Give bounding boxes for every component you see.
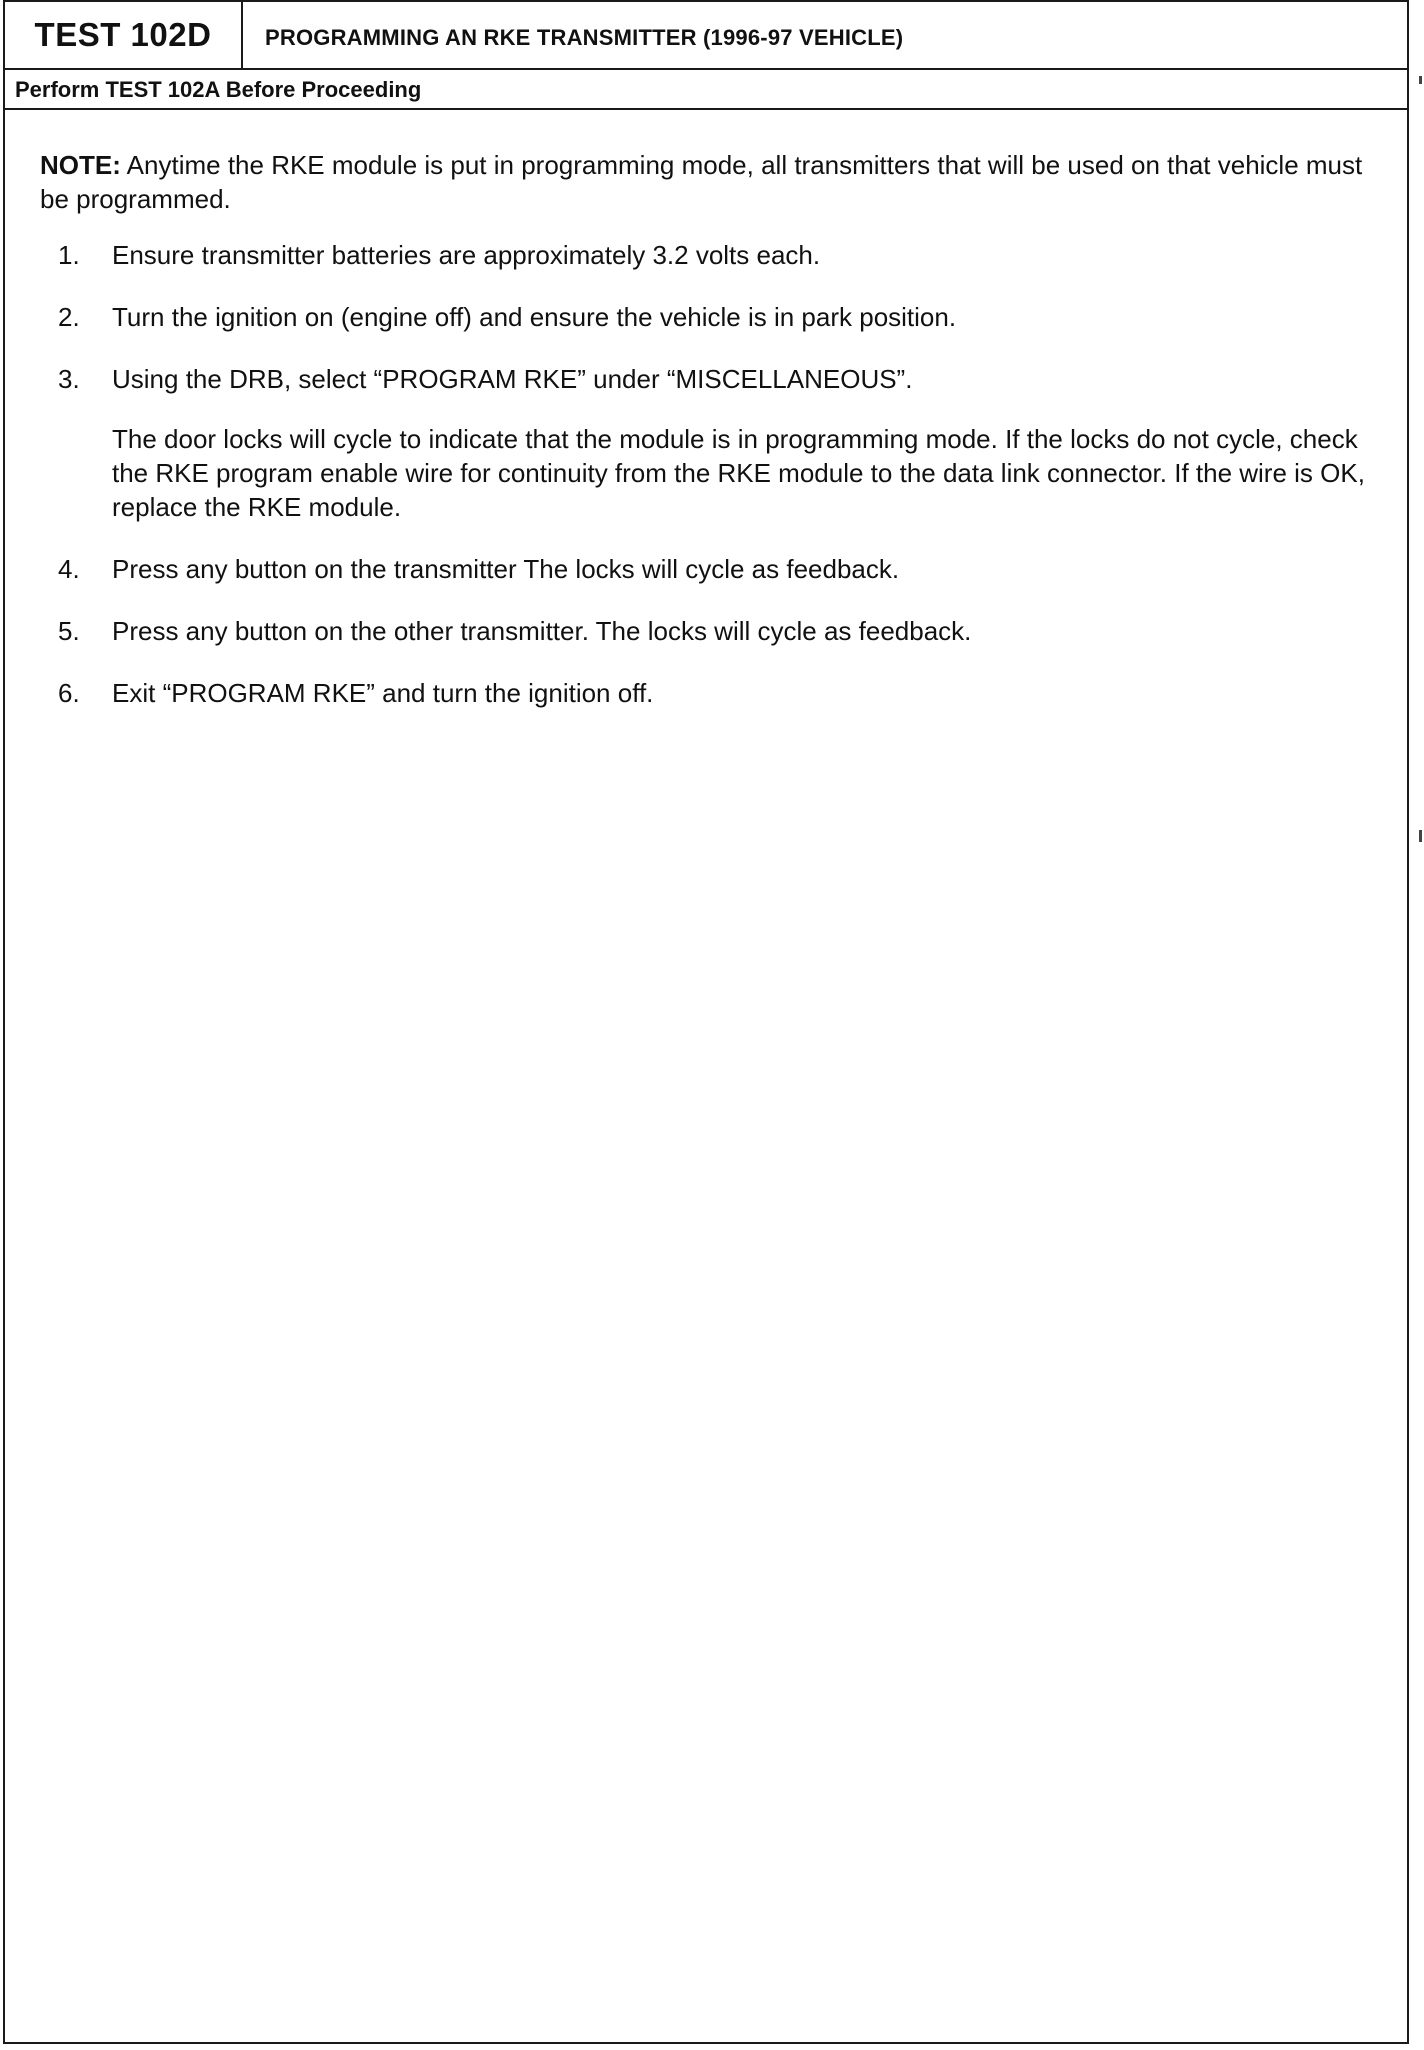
step-text: Using the DRB, select “PROGRAM RKE” under “MISCELLANEOUS”. [112, 364, 913, 394]
note-label: NOTE: [40, 150, 121, 180]
scan-edge-mark [1419, 830, 1422, 842]
step-number: 2. [58, 302, 80, 332]
step-item [40, 300, 1380, 334]
step-number: 5. [58, 616, 80, 646]
step-number: 3. [58, 364, 80, 394]
step-item [40, 676, 1380, 710]
procedure-content [40, 148, 1380, 738]
step-detail: The door locks will cycle to indicate that the module is in programming mode. If the locks do not cycle, check the RKE program enable wire for continuity from the RKE module to the data link connector. If the wire is OK, replace the RKE module. [112, 424, 1365, 522]
step-item [40, 362, 1380, 524]
step-text: Turn the ignition on (engine off) and ensure the vehicle is in park position. [112, 302, 957, 332]
step-number: 1. [58, 240, 80, 270]
step-text: Ensure transmitter batteries are approximately 3.2 volts each. [112, 240, 821, 270]
note-text: Anytime the RKE module is put in programming mode, all transmitters that will be used on that vehicle must be programmed. [40, 150, 1363, 214]
step-item [40, 238, 1380, 272]
scan-edge-mark [1419, 76, 1422, 84]
step-number: 6. [58, 678, 80, 708]
note-paragraph [40, 148, 1380, 216]
step-list [40, 238, 1380, 710]
step-item [40, 614, 1380, 648]
step-text: Press any button on the other transmitter. The locks will cycle as feedback. [112, 616, 972, 646]
step-text: Press any button on the transmitter The locks will cycle as feedback. [112, 554, 900, 584]
prerequisite-text: Perform TEST 102A Before Proceeding [15, 77, 422, 102]
test-title: PROGRAMMING AN RKE TRANSMITTER (1996-97 VEHICLE) [265, 25, 904, 50]
prerequisite-row [5, 70, 1407, 110]
test-id: TEST 102D [5, 2, 243, 68]
header-row [5, 2, 1407, 70]
step-number: 4. [58, 554, 80, 584]
step-item [40, 552, 1380, 586]
step-text: Exit “PROGRAM RKE” and turn the ignition off. [112, 678, 654, 708]
